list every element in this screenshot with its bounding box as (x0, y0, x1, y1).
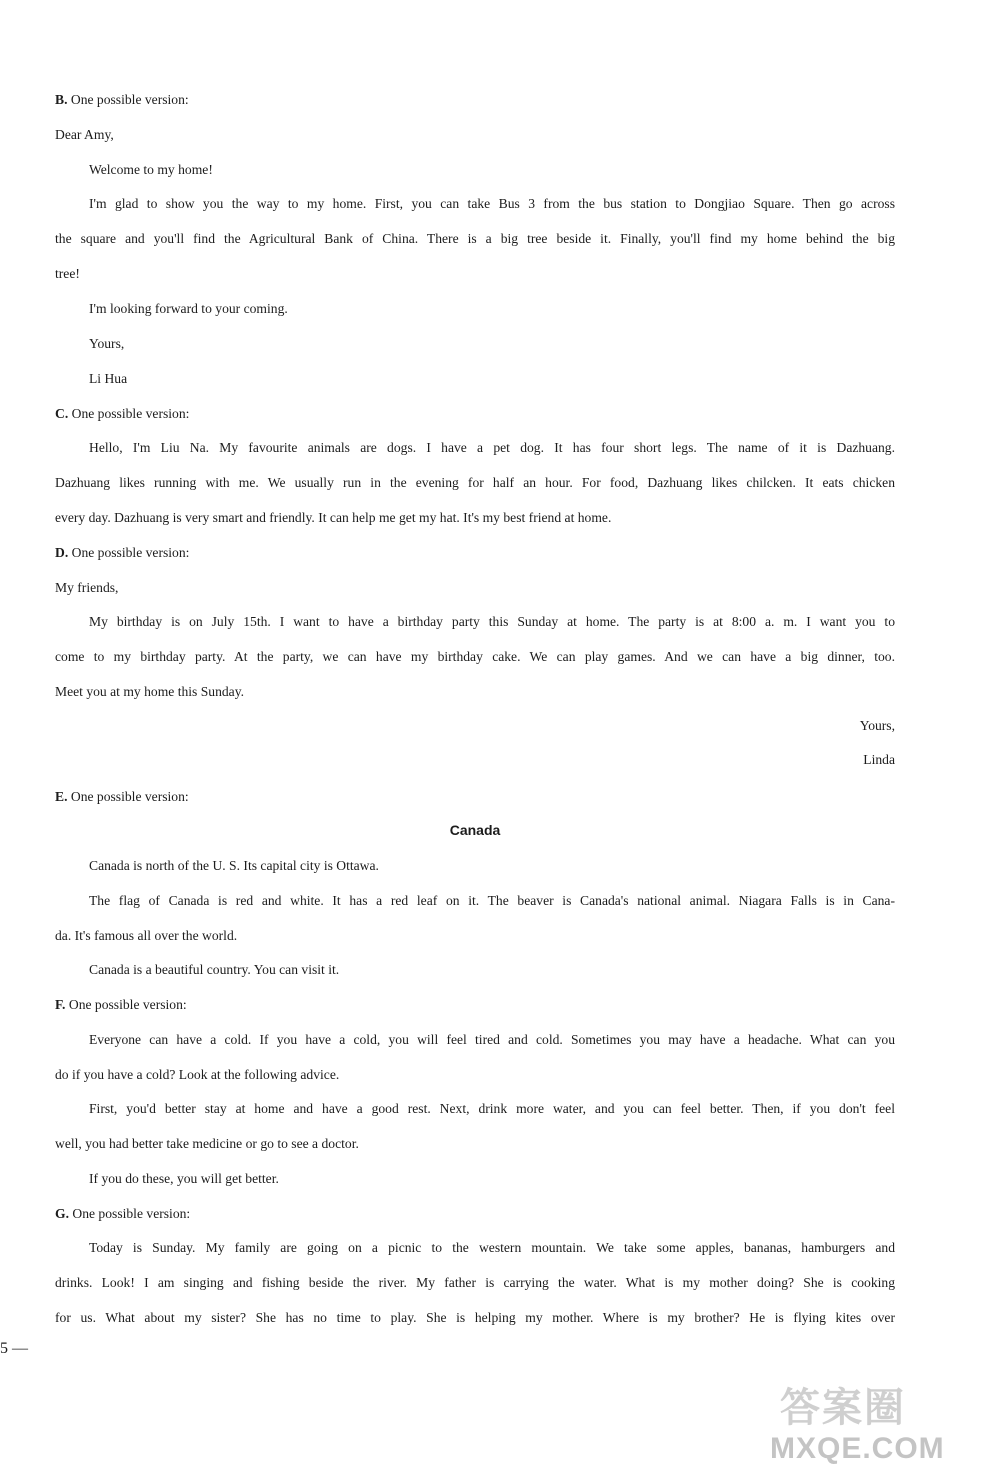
section-e-line: The flag of Canada is red and white. It has a red leaf on it. The beaver is Canada's national animal. Niagara Falls is in Cana- (89, 893, 895, 908)
section-c-line: Dazhuang likes running with me. We usually run in the evening for half an hour. For food, Dazhuang likes chilcken. It eats chicken (55, 475, 895, 490)
section-b-line: I'm looking forward to your coming. (89, 301, 288, 316)
section-g-line: Today is Sunday. My family are going on a picnic to the western mountain. We take some apples, bananas, hamburgers and (89, 1240, 895, 1255)
section-f-heading: F. One possible version: (55, 997, 187, 1012)
section-d-salutation: My friends, (55, 580, 119, 595)
section-d-signature: Linda (863, 752, 895, 767)
page-number: 5 — (0, 1340, 28, 1357)
section-d-closing: Yours, (859, 718, 895, 733)
section-c-line: every day. Dazhuang is very smart and friendly. It can help me get my hat. It's my best friend at home. (55, 510, 612, 525)
section-f-line: If you do these, you will get better. (89, 1171, 279, 1186)
section-f-line: Everyone can have a cold. If you have a cold, you will feel tired and cold. Sometimes you may have a headache. What can you (89, 1032, 895, 1047)
section-e-line: Canada is north of the U. S. Its capital city is Ottawa. (89, 858, 379, 873)
watermark-text: 答案圈 (780, 1386, 906, 1430)
section-f-line: well, you had better take medicine or go to see a doctor. (55, 1136, 359, 1151)
section-b-closing: Yours, (89, 336, 125, 351)
watermark-logo (770, 1385, 995, 1467)
section-f-line: do if you have a cold? Look at the following advice. (55, 1067, 340, 1082)
section-e-line: da. It's famous all over the world. (55, 928, 238, 943)
section-b-line: I'm glad to show you the way to my home. First, you can take Bus 3 from the bus station to Dongjiao Square. Then go across (89, 196, 895, 211)
section-g-line: drinks. Look! I am singing and fishing beside the river. My father is carrying the water. What is my mother doing? She is cooking (55, 1275, 895, 1290)
section-c-line: Hello, I'm Liu Na. My favourite animals are dogs. I have a pet dog. It has four short legs. The name of it is Dazhuang. (89, 440, 895, 455)
section-e-line: Canada is a beautiful country. You can visit it. (89, 962, 340, 977)
section-f-line: First, you'd better stay at home and have a good rest. Next, drink more water, and you can feel better. Then, if you don't feel (89, 1101, 895, 1116)
section-g-line: for us. What about my sister? She has no time to play. She is helping my mother. Where is my brother? He is flying kites over (55, 1310, 895, 1325)
section-d-line: come to my birthday party. At the party, we can have my birthday cake. We can play games. And we can have a big dinner, too. (55, 649, 895, 664)
section-d-heading: D. One possible version: (55, 545, 190, 560)
section-d-line: My birthday is on July 15th. I want to have a birthday party this Sunday at home. The party is at 8:00 a. m. I want you to (89, 614, 895, 629)
watermark-url: MXQE.COM (770, 1432, 945, 1465)
section-g-heading: G. One possible version: (55, 1206, 191, 1221)
section-d-line: Meet you at my home this Sunday. (55, 684, 245, 699)
section-b-line: the square and you'll find the Agricultural Bank of China. There is a big tree beside it. Finally, you'll find my home behind the big (55, 231, 895, 246)
section-b-heading: B. One possible version: (55, 92, 189, 107)
section-b-salutation: Dear Amy, (55, 127, 114, 142)
section-b-signature: Li Hua (89, 371, 128, 386)
section-c-heading: C. One possible version: (55, 406, 190, 421)
section-b-line: tree! (55, 266, 80, 281)
section-b-line: Welcome to my home! (89, 162, 213, 177)
section-e-title: Canada (449, 822, 501, 838)
section-e-heading: E. One possible version: (55, 789, 189, 804)
